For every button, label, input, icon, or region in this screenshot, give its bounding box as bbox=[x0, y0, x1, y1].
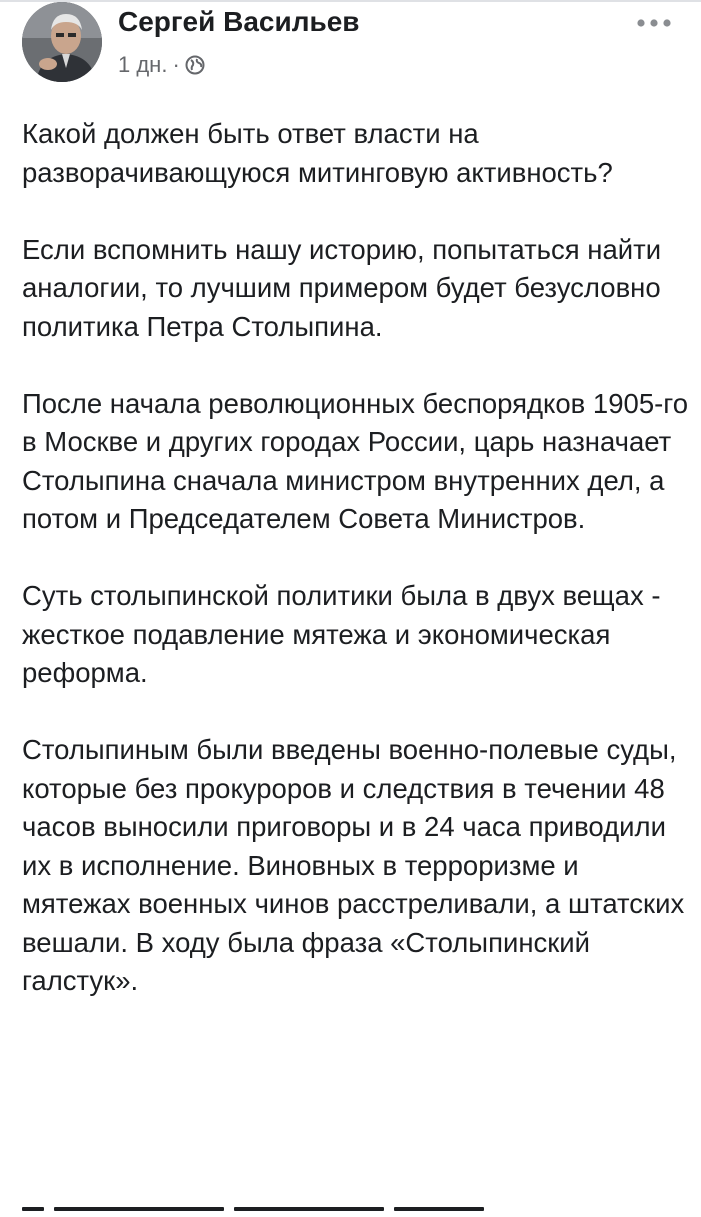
author-name[interactable]: Сергей Васильев bbox=[118, 6, 360, 37]
post-timestamp[interactable]: 1 дн. bbox=[118, 52, 168, 77]
post-paragraph: Какой должен быть ответ власти на разворачивающуюся митинговую активность? bbox=[22, 118, 613, 188]
post-text bbox=[22, 115, 692, 1039]
post-meta bbox=[118, 52, 205, 78]
post-paragraph: Столыпиным были введены военно-полевые суды, которые без прокуроров и следствия в течении 48 часов выносили приговоры и в 24 часа приводили их в исполнение. Виновных в терроризме и мятежах военных чинов расстреливали, а штатских вешали. В ходу была фраза «Столыпинский галстук». bbox=[22, 734, 685, 996]
post-paragraph: Суть столыпинской политики была в двух вещах - жесткое подавление мятежа и экономическая реформа. bbox=[22, 580, 661, 688]
post-paragraph: Если вспомнить нашу историю, попытаться найти аналогии, то лучшим примером будет безусловно политика Петра Столыпина. bbox=[22, 233, 662, 342]
avatar[interactable] bbox=[22, 2, 102, 82]
profile-photo bbox=[22, 2, 102, 82]
more-dots-icon bbox=[636, 18, 672, 28]
post-header bbox=[0, 0, 701, 100]
more-options-button[interactable] bbox=[632, 10, 676, 36]
meta-separator: · bbox=[172, 52, 180, 77]
truncated-text-line bbox=[22, 1207, 502, 1217]
globe-icon[interactable] bbox=[185, 55, 205, 75]
post-paragraph: После начала революционных беспорядков 1905-го в Москве и других городах России, царь назначает Столыпина сначала министром внутренних дел, а потом и Председателем Совета Министров. bbox=[22, 387, 688, 534]
